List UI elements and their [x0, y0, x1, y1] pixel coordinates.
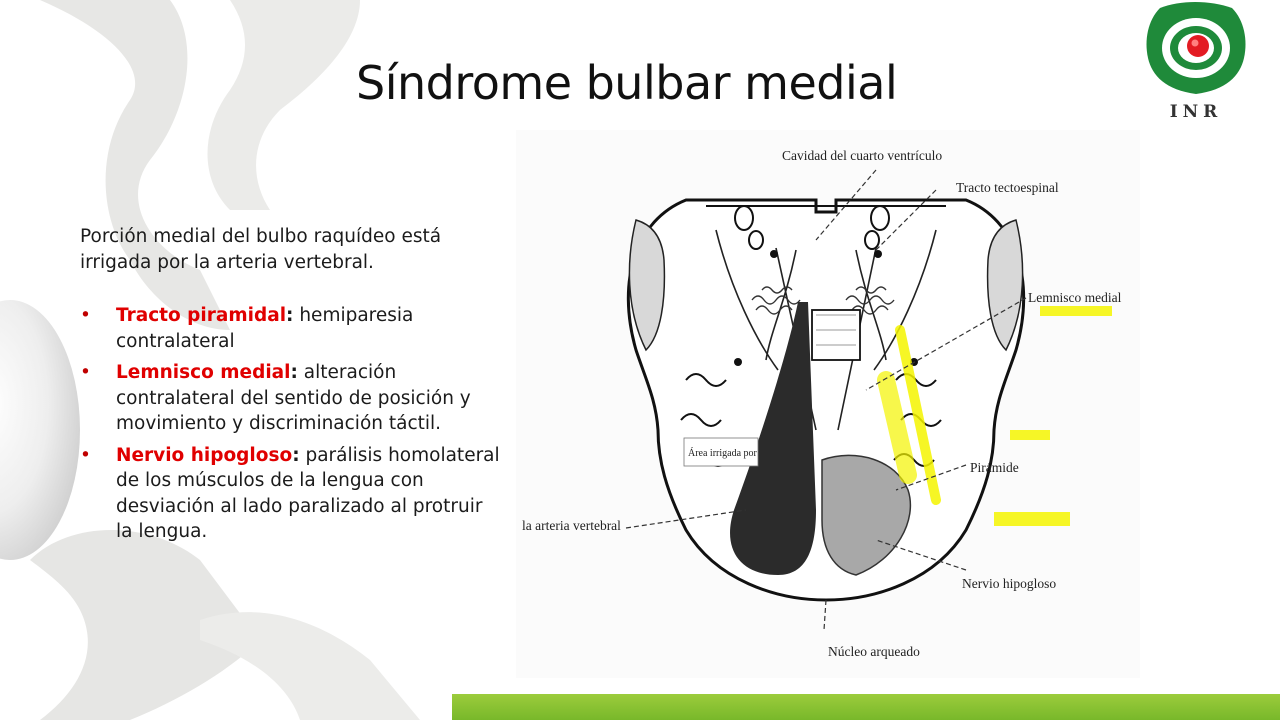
- bullet-text: alteración contralateral del sentido de posición y movimiento y discriminación táctil.: [116, 362, 471, 435]
- label-hipogloso: Nervio hipogloso: [962, 576, 1057, 591]
- bullet-term: Nervio hipogloso: [116, 444, 293, 466]
- bullet-item: [80, 443, 500, 545]
- label-piramide: Pirámide: [970, 460, 1019, 475]
- bullet-text: parálisis homolateral de los músculos de la lengua con desviación al lado paralizado al protruir la lengua.: [116, 444, 500, 543]
- intro-text: Porción medial del bulbo raquídeo está irrigada por la arteria vertebral.: [80, 226, 442, 273]
- label-cavidad: Cavidad del cuarto ventrículo: [782, 148, 943, 163]
- bullet-term: Tracto piramidal: [116, 305, 287, 327]
- inr-logo: [1140, 0, 1252, 124]
- bullet-colon: :: [292, 444, 300, 466]
- medulla-diagram: [516, 130, 1140, 678]
- bullet-item: [80, 303, 500, 354]
- bullet-icon: •: [80, 362, 91, 384]
- bullet-text: hemiparesia contralateral: [116, 305, 414, 352]
- label-area-irrigada: Área irrigada por: [688, 448, 757, 459]
- slide-body: [80, 224, 500, 551]
- bullet-colon: :: [286, 305, 294, 327]
- bullet-icon: •: [80, 444, 91, 466]
- bullet-colon: :: [290, 362, 298, 384]
- slide-title: Síndrome bulbar medial: [356, 56, 898, 110]
- logo-text: INR: [1169, 102, 1223, 122]
- label-arteria: la arteria vertebral: [522, 518, 621, 533]
- bullet-icon: •: [80, 305, 91, 327]
- label-arqueado: Núcleo arqueado: [828, 644, 920, 659]
- label-lemnisco: Lemnisco medial: [1028, 290, 1122, 305]
- bullet-item: [80, 360, 500, 437]
- label-tectoespinal: Tracto tectoespinal: [956, 180, 1059, 195]
- bullet-term: Lemnisco medial: [116, 362, 291, 384]
- footer-bar: [452, 694, 1280, 720]
- bullet-list: [80, 303, 500, 545]
